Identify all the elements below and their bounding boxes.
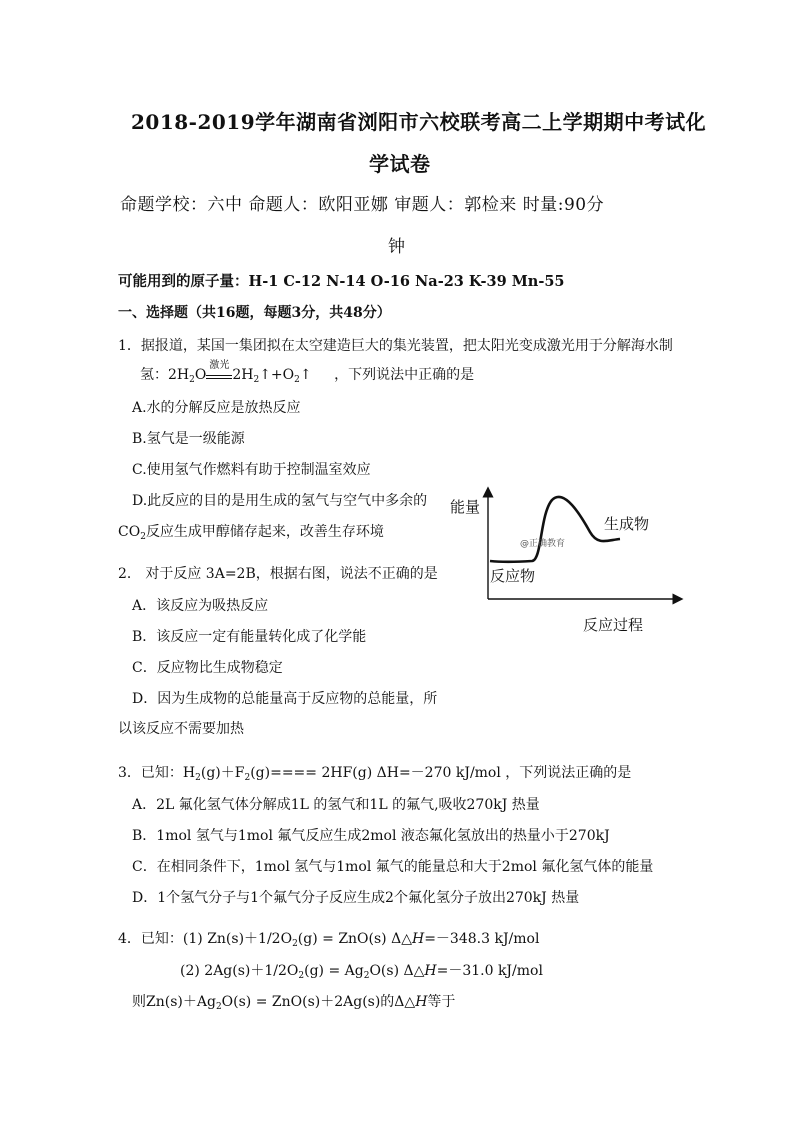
q4-line1-c: =－348.3 kJ/mol [424, 931, 540, 947]
q4-line3-a: 则Zn(s)＋Ag [132, 994, 216, 1010]
q4-line3 [132, 991, 455, 1011]
reactant-label: 反应物 [490, 567, 536, 585]
q4-line2 [180, 960, 543, 980]
exam-meta-line2: 钟 [388, 237, 406, 257]
reaction-condition: 激光 [209, 360, 230, 371]
exam-meta-line1: 命题学校：六中 命题人：欧阳亚娜 审题人：郭检来 时量:90分 [120, 195, 605, 215]
q1-arrow1: ↑+O [259, 367, 295, 383]
q4-line2-d: =－31.0 kJ/mol [436, 963, 543, 979]
reaction-arrow [206, 360, 232, 379]
q1-stem-line2 [140, 360, 475, 385]
atomic-masses: 可能用到的原子量：H-1 C-12 N-14 O-16 Na-23 K-39 Mn-55 [118, 273, 565, 290]
q3-option-b: B．1mol 氢气与1mol 氟气反应生成2mol 液态氟化氢放出的热量小于270kJ [132, 828, 610, 844]
q3-option-c: C．在相同条件下，1mol 氢气与1mol 氟气的能量总和大于2mol 氟化氢气体的能量 [132, 859, 654, 875]
q1-option-d-line2 [118, 521, 384, 541]
watermark-text: @正确教育 [520, 539, 566, 549]
q2-option-a: A．该反应为吸热反应 [132, 598, 269, 614]
q2-option-b: B．该反应一定有能量转化成了化学能 [132, 629, 367, 645]
energy-curve [490, 497, 620, 562]
q4-line1-sub: 2 [292, 939, 298, 949]
energy-diagram [440, 484, 690, 634]
q3-stem-c: (g)==== 2HF(g) ΔH=－270 kJ/mol ，下列说法正确的是 [250, 765, 632, 781]
q2-option-c: C．反应物比生成物稳定 [132, 660, 283, 676]
q1-option-d: D.此反应的目的是用生成的氢气与空气中多余的 [132, 493, 428, 509]
q1-arrow2: ↑ [299, 367, 312, 383]
q4-line2-sub: 2 [298, 971, 305, 981]
q1-stem-line1: 1．据报道，某国一集团拟在太空建造巨大的集光装置，把太阳光变成激光用于分解海水制 [118, 338, 673, 354]
q3-stem-a: 3．已知：H [118, 765, 196, 781]
product-label: 生成物 [604, 515, 650, 533]
q3-stem-b: (g)＋F [200, 765, 245, 781]
q1-option-b: B.氢气是一级能源 [132, 431, 245, 447]
q4-line1-b: (g) = ZnO(s) Δ△ [297, 931, 412, 947]
section-heading [118, 302, 391, 322]
co2-co: CO [118, 524, 141, 540]
q4-line3-b: O(s) = ZnO(s)＋2Ag(s)的Δ△ [221, 994, 416, 1010]
q2-option-d-line2: 以该反应不需要加热 [118, 721, 244, 737]
q3-sub1: 2 [195, 773, 201, 783]
y-axis-label: 能量 [450, 498, 481, 516]
q1-option-a: A.水的分解反应是放热反应 [132, 400, 301, 416]
q3-stem [118, 762, 631, 782]
q1-option-d-rest: 反应生成甲醇储存起来，改善生存环境 [145, 524, 384, 540]
double-bar [206, 375, 232, 379]
q4-line2-h: H [424, 963, 437, 979]
q4-line1-a: 4．已知：(1) Zn(s)＋1/2O [118, 931, 293, 947]
q1-product: 2H [232, 367, 254, 383]
q3-sub2: 2 [244, 773, 251, 783]
q4-line1-h: H [411, 931, 425, 947]
exam-title-line1: 2018-2019学年湖南省浏阳市六校联考高二上学期期中考试化 [131, 110, 707, 134]
q2-option-d: D．因为生成物的总能量高于反应物的总能量，所 [132, 691, 438, 707]
q1-sub-o: 2 [294, 375, 300, 385]
q3-option-d: D．1个氢气分子与1个氟气分子反应生成2个氟化氢分子放出270kJ 热量 [132, 890, 580, 906]
q4-line2-b: (g) = Ag [304, 963, 364, 979]
q1-sub-h: 2 [253, 375, 260, 385]
exam-title-line2: 学试卷 [369, 152, 431, 176]
q4-line3-c: 等于 [427, 994, 456, 1010]
q1-sub: 2 [189, 375, 195, 385]
x-axis-label: 反应过程 [583, 616, 644, 634]
q4-line2-sub2: 2 [363, 971, 370, 981]
q4-line3-sub: 2 [215, 1002, 222, 1012]
co2-sub: 2 [140, 532, 146, 542]
q4-line2-a: (2) 2Ag(s)＋1/2O [180, 963, 299, 979]
q4-line1 [118, 928, 539, 948]
q4-line3-h: H [415, 994, 428, 1010]
q1-o: O [194, 367, 207, 383]
q1-option-c: C.使用氢气作燃料有助于控制温室效应 [132, 462, 371, 478]
q1-stem-tail: ，下列说法中正确的是 [334, 367, 475, 383]
q1-stem-prefix: 氢：2H [140, 367, 190, 383]
q2-stem: 2． 对于反应 3A=2B，根据右图，说法不正确的是 [118, 566, 438, 582]
section-heading-text: 一、选择题（共16题，每题3分，共48分） [118, 305, 391, 321]
q3-option-a: A．2L 氟化氢气体分解成1L 的氢气和1L 的氟气,吸收270kJ 热量 [132, 797, 540, 813]
q4-line2-c: O(s) Δ△ [369, 963, 425, 979]
